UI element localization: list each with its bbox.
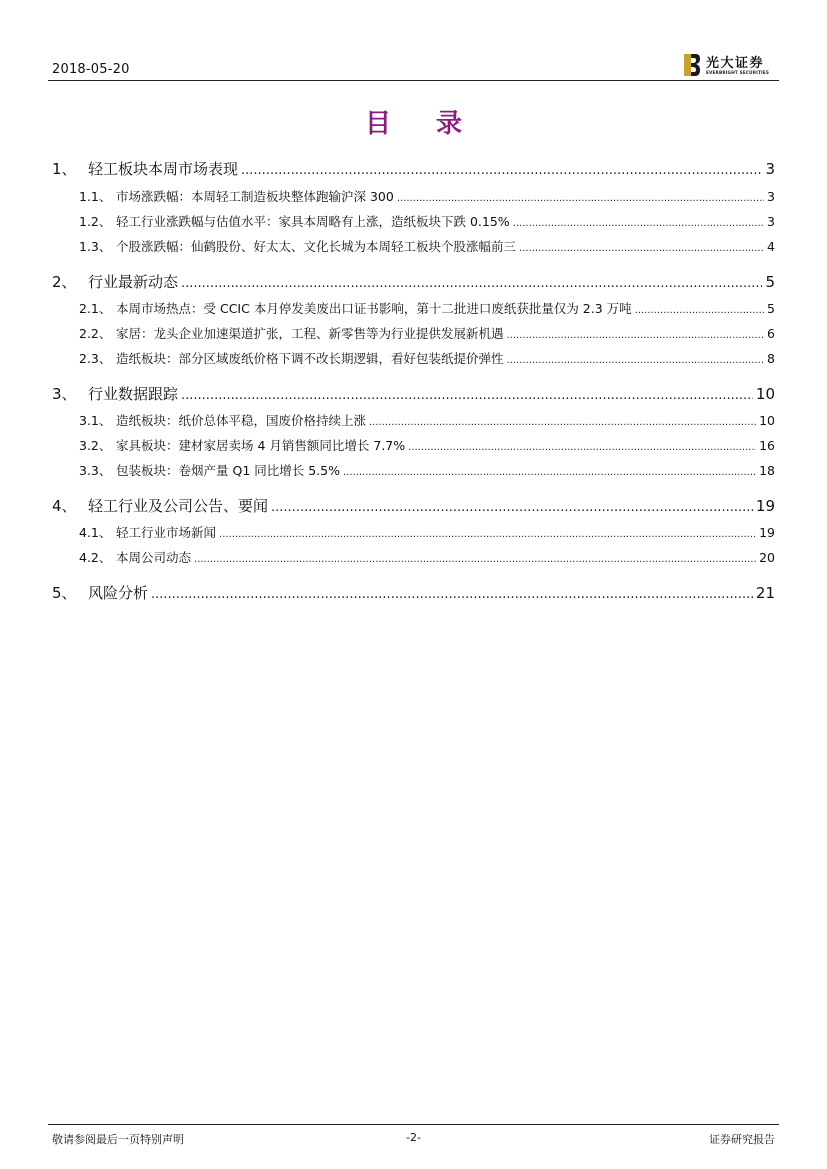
toc-dot-leader (181, 388, 753, 403)
toc-entry-page: 5 (767, 301, 775, 316)
toc-title: 目 录 (364, 109, 481, 139)
toc-entry-title: 轻工行业涨跌幅与估值水平：家具本周略有上涨，造纸板块下跌 0.15% (116, 214, 510, 229)
header-divider (48, 80, 779, 81)
page-number: -2- (406, 1131, 421, 1144)
toc-entry-4-1[interactable] (79, 523, 775, 541)
toc-entry-number: 5、 (52, 584, 77, 602)
toc-entry-page: 19 (759, 525, 775, 540)
toc-entry-page: 20 (759, 550, 775, 565)
toc-entry-number: 2.1、 (79, 301, 112, 316)
toc-entry-4[interactable] (52, 495, 775, 516)
toc-entry-title: 本周市场热点：受 CCIC 本月停发美废出口证书影响，第十二批进口废纸获批量仅为 2.3 万吨 (116, 301, 632, 316)
toc-dot-leader (181, 276, 762, 291)
toc-entry-5[interactable] (52, 582, 775, 603)
toc-entry-title: 轻工板块本周市场表现 (88, 160, 239, 178)
toc-entry-page: 8 (767, 351, 775, 366)
toc-entry-number: 4.1、 (79, 525, 112, 540)
toc-entry-1-2[interactable] (79, 212, 775, 230)
toc-entry-2-3[interactable] (79, 349, 775, 367)
toc-entry-number: 3.1、 (79, 413, 112, 428)
toc-entry-2[interactable] (52, 271, 775, 292)
toc-dot-leader (507, 330, 765, 341)
toc-entry-title: 轻工行业市场新闻 (116, 525, 217, 540)
toc-entry-number: 1.2、 (79, 214, 112, 229)
toc-entry-1-3[interactable] (79, 237, 775, 255)
toc-entry-number: 2.2、 (79, 326, 112, 341)
toc-entry-page: 4 (767, 239, 775, 254)
toc-entry-page: 19 (755, 497, 775, 515)
toc-entry-page: 18 (759, 463, 775, 478)
report-date: 2018-05-20 (52, 62, 130, 77)
toc-dot-leader (241, 163, 762, 178)
toc-entry-4-2[interactable] (79, 548, 775, 566)
toc-entry-2-1[interactable] (79, 299, 775, 317)
toc-entry-3-3[interactable] (79, 461, 775, 479)
toc-entry-title: 行业最新动态 (88, 273, 179, 291)
toc-entry-title: 家具板块：建材家居卖场 4 月销售额同比增长 7.7% (116, 438, 406, 453)
toc-dot-leader (369, 417, 756, 428)
toc-dot-leader (194, 554, 756, 565)
company-logo (684, 52, 780, 80)
toc-entry-title: 本周公司动态 (116, 550, 192, 565)
toc-entry-title: 包装板块：卷烟产量 Q1 同比增长 5.5% (116, 463, 340, 478)
toc-entry-page: 6 (767, 326, 775, 341)
toc-entry-number: 2、 (52, 273, 77, 291)
toc-entry-page: 3 (767, 214, 775, 229)
toc-entry-title: 造纸板块：部分区域废纸价格下调不改长期逻辑，看好包装纸提价弹性 (116, 351, 504, 366)
toc-dot-leader (343, 467, 756, 478)
toc-entry-number: 2.3、 (79, 351, 112, 366)
toc-entry-1-1[interactable] (79, 187, 775, 205)
toc-entry-title: 家居：龙头企业加速渠道扩张，工程、新零售等为行业提供发展新机遇 (116, 326, 504, 341)
toc-entry-title: 轻工行业及公司公告、要闻 (88, 497, 269, 515)
toc-entry-3-2[interactable] (79, 436, 775, 454)
footer-disclaimer: 敬请参阅最后一页特别声明 (52, 1133, 184, 1146)
toc-dot-leader (635, 305, 764, 316)
toc-entry-number: 3、 (52, 385, 77, 403)
toc-dot-leader (513, 218, 764, 229)
toc-entry-page: 3 (767, 189, 775, 204)
logo-english-name: EVERBRIGHT SECURITIES (706, 70, 770, 75)
footer-report-type: 证券研究报告 (709, 1133, 775, 1146)
toc-entry-title: 市场涨跌幅：本周轻工制造板块整体跑输沪深 300 (116, 189, 394, 204)
toc-dot-leader (408, 442, 756, 453)
toc-entry-3-1[interactable] (79, 411, 775, 429)
toc-dot-leader (507, 355, 765, 366)
toc-entry-1[interactable] (52, 158, 775, 179)
toc-entry-2-2[interactable] (79, 324, 775, 342)
toc-entry-3[interactable] (52, 383, 775, 404)
toc-entry-title: 造纸板块：纸价总体平稳，国废价格持续上涨 (116, 413, 367, 428)
toc-dot-leader (397, 193, 764, 204)
toc-entry-title: 行业数据跟踪 (88, 385, 179, 403)
toc-entry-page: 5 (765, 273, 775, 291)
toc-entry-title: 风险分析 (88, 584, 149, 602)
toc-dot-leader (151, 587, 753, 602)
toc-entry-page: 10 (755, 385, 775, 403)
toc-entry-number: 1、 (52, 160, 77, 178)
toc-entry-number: 1.1、 (79, 189, 112, 204)
toc-entry-number: 4.2、 (79, 550, 112, 565)
toc-dot-leader (271, 500, 753, 515)
toc-entry-number: 3.2、 (79, 438, 112, 453)
footer-divider (48, 1124, 779, 1125)
toc-entry-number: 3.3、 (79, 463, 112, 478)
toc-entry-number: 1.3、 (79, 239, 112, 254)
toc-dot-leader (519, 243, 764, 254)
toc-dot-leader (219, 529, 756, 540)
toc-entry-page: 21 (755, 584, 775, 602)
logo-chinese-name: 光大证券 (706, 56, 765, 71)
toc-entry-page: 16 (759, 438, 775, 453)
toc-entry-page: 10 (759, 413, 775, 428)
toc-entry-page: 3 (765, 160, 775, 178)
toc-entry-number: 4、 (52, 497, 77, 515)
everbright-logo-icon (684, 54, 700, 76)
toc-entry-title: 个股涨跌幅：仙鹤股份、好太太、文化长城为本周轻工板块个股涨幅前三 (116, 239, 517, 254)
